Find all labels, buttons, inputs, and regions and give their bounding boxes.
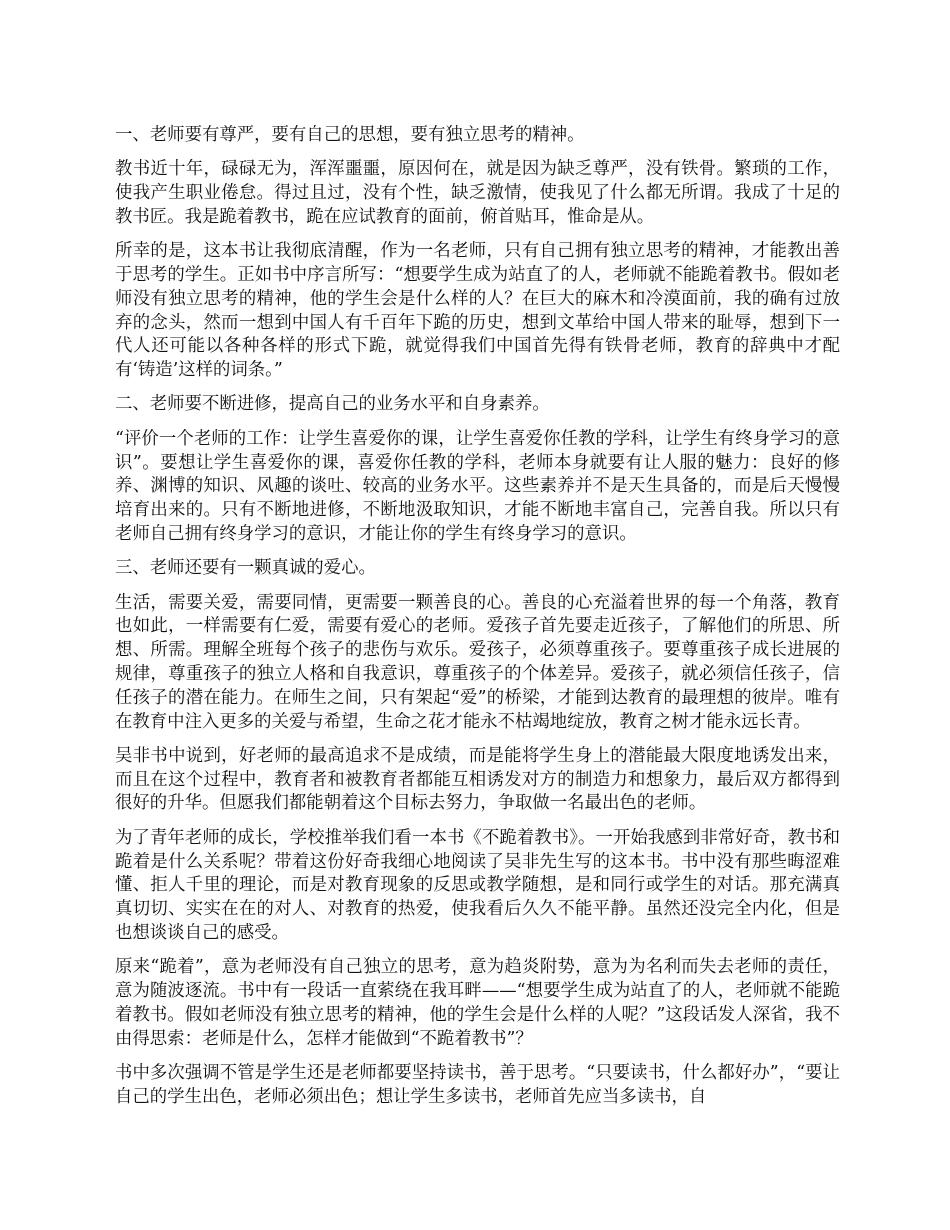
paragraph: 所幸的是，这本书让我彻底清醒，作为一名老师，只有自己拥有独立思考的精神，才能教出善于思考的学生。正如书中序言所写：“想要学生成为站直了的人，老师就不能跪着教书。假如老师没有独立思考的精神，他的学生会是什么样的人？在巨大的麻木和冷漠面前，我的确有过放弃的念头，然而一想到中国人有千百年下跪的历史，想到文革给中国人带来的耻辱，想到下一代人还可能以各种各样的形式下跪，就觉得我们中国首先得有铁骨老师，教育的辞典中才配有‘铸造’这样的词条。” <box>115 241 840 381</box>
paragraph: 书中多次强调不管是学生还是老师都要坚持读书，善于思考。“只要读书，什么都好办”，“要让自己的学生出色，老师必须出色；想让学生多读书，老师首先应当多读书，自 <box>115 1062 840 1107</box>
paragraph: “评价一个老师的工作：让学生喜爱你的课，让学生喜爱你任教的学科，让学生有终身学习的意识”。要想让学生喜爱你的课，喜爱你任教的学科，老师本身就要有让人服的魅力：良好的修养、渊博的知识、风趣的谈吐、较高的业务水平。这些素养并不是天生具备的，而是后天慢慢培育出来的。只有不断地进修，不断地汲取知识，才能不断地丰富自己，完善自我。所以只有老师自己拥有终身学习的意识，才能让你的学生有终身学习的意识。 <box>115 428 840 544</box>
paragraph: 吴非书中说到，好老师的最高追求不是成绩，而是能将学生身上的潜能最大限度地诱发出来，而且在这个过程中，教育者和被教育者都能互相诱发对方的制造力和想象力，最后双方都得到很好的升华。但愿我们都能朝着这个目标去努力，争取做一名最出色的老师。 <box>115 745 840 814</box>
paragraph: 原来“跪着”，意为老师没有自己独立的思考，意为趋炎附势，意为为名利而失去老师的责任，意为随波逐流。书中有一段话一直萦绕在我耳畔——“想要学生成为站直了的人，老师就不能跪着教书。假如老师没有独立思考的精神，他的学生会是什么样的人呢？”这段话发人深省，我不由得思索：老师是什么，怎样才能做到“不跪着教书”？ <box>115 957 840 1049</box>
paragraph: 教书近十年，碌碌无为，浑浑噩噩，原因何在，就是因为缺乏尊严，没有铁骨。繁琐的工作，使我产生职业倦怠。得过且过，没有个性，缺乏激情，使我见了什么都无所谓。我成了十足的教书匠。我是跪着教书，跪在应试教育的面前，俯首贴耳，惟命是从。 <box>115 159 840 227</box>
section-heading-3: 三、老师还要有一颗真诚的爱心。 <box>115 558 376 579</box>
paragraph: 为了青年老师的成长，学校推举我们看一本书《不跪着教书》。一开始我感到非常好奇，教书和跪着是什么关系呢？带着这份好奇我细心地阅读了吴非先生写的这本书。书中没有那些晦涩难懂、拒人千里的理论，而是对教育现象的反思或教学随想，是和同行或学生的对话。那充满真真切切、实实在在的对人、对教育的热爱，使我看后久久不能平静。虽然还没完全内化，但是也想谈谈自己的感受。 <box>115 827 840 943</box>
paragraph: 生活，需要关爱，需要同情，更需要一颗善良的心。善良的心充溢着世界的每一个角落，教育也如此，一样需要有仁爱，需要有爱心的老师。爱孩子首先要走近孩子，了解他们的所思、所想、所需。理解全班每个孩子的悲伤与欢乐。爱孩子，必须尊重孩子。要尊重孩子成长进展的规律，尊重孩子的独立人格和自我意识，尊重孩子的个体差异。爱孩子，就必须信任孩子，信任孩子的潜在能力。在师生之间，只有架起“爱”的桥梁，才能到达教育的最理想的彼岸。唯有在教育中注入更多的关爱与希望，生命之花才能永不枯竭地绽放，教育之树才能永远长青。 <box>115 592 840 732</box>
document-page <box>115 124 840 1120</box>
section-heading-2: 二、老师要不断进修，提高自己的业务水平和自身素养。 <box>115 394 550 415</box>
section-heading-1: 一、老师要有尊严，要有自己的思想，要有独立思考的精神。 <box>115 125 585 145</box>
